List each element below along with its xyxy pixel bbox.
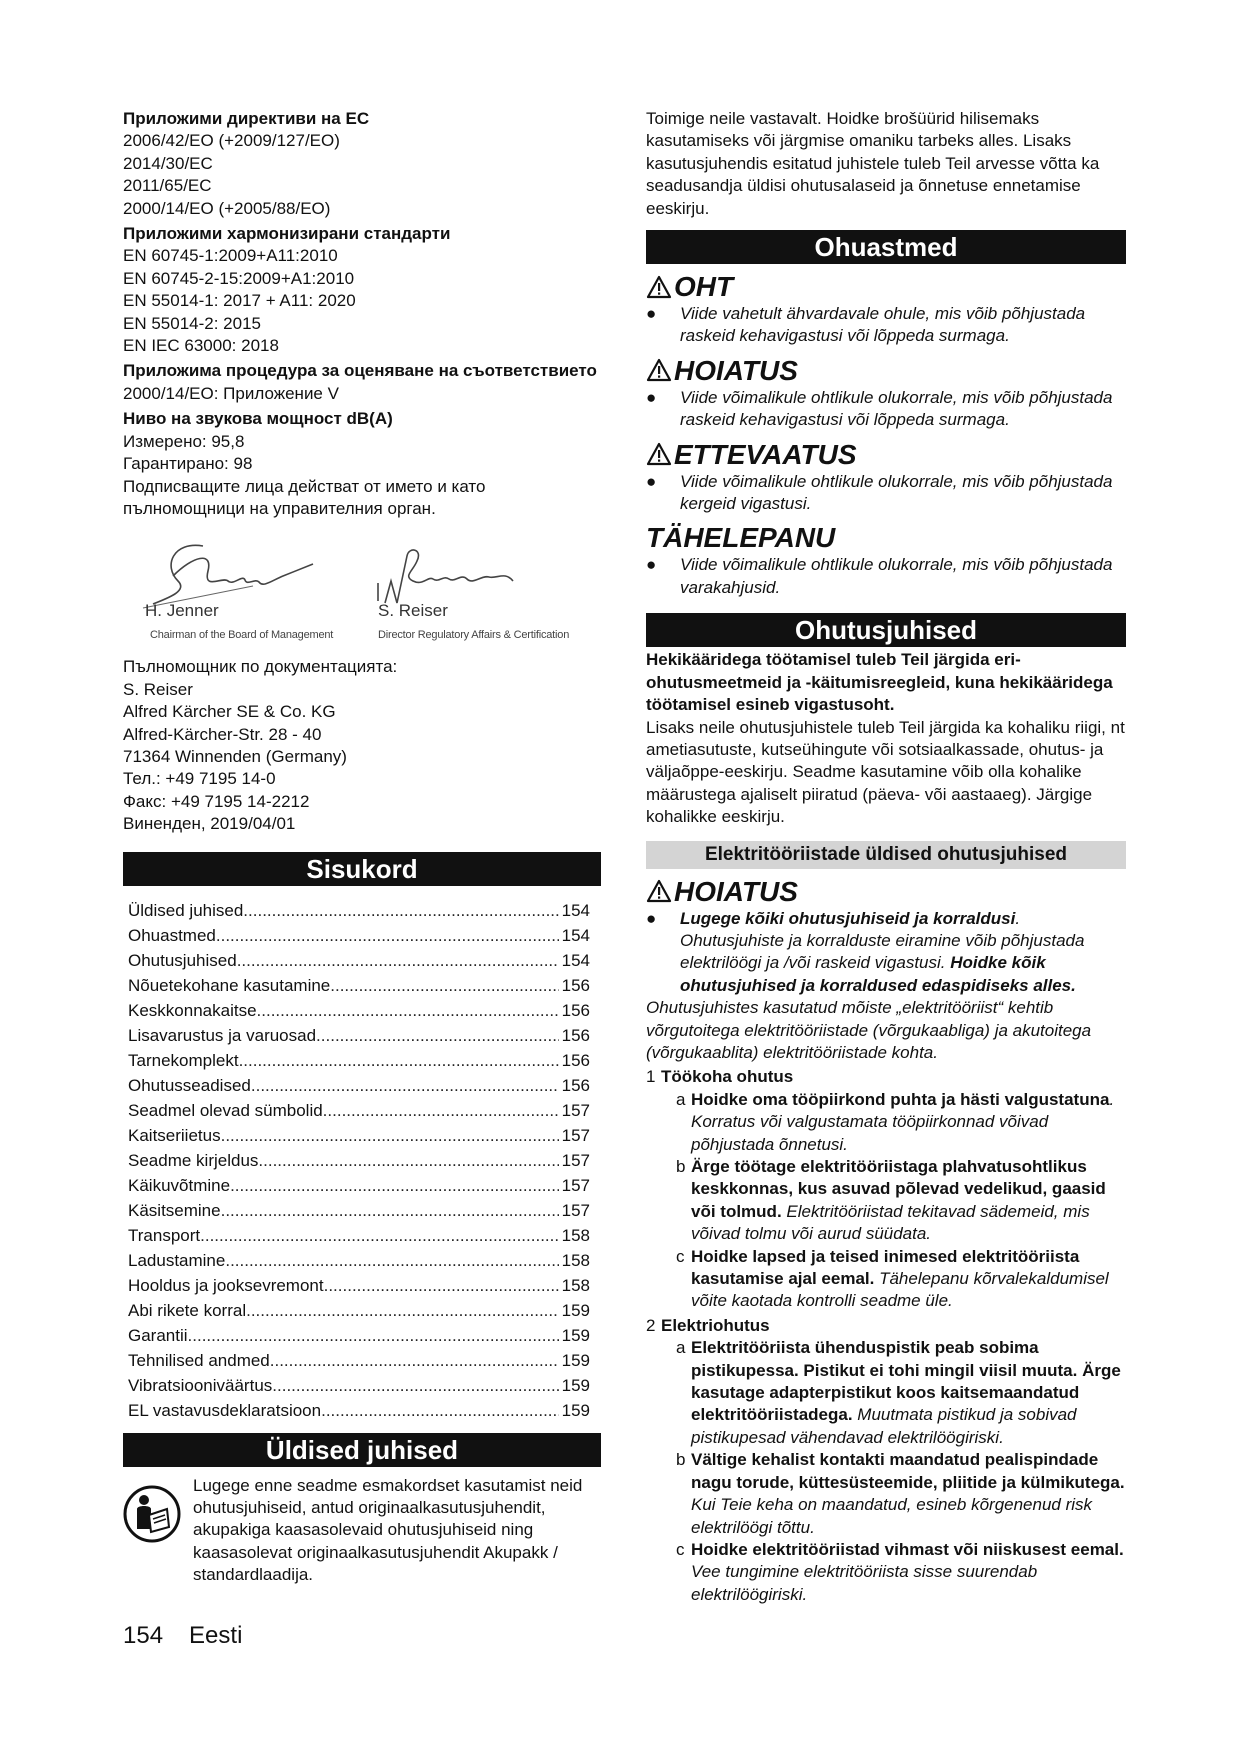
toc-dots	[221, 1198, 559, 1223]
item-body	[691, 1449, 1126, 1539]
toc-item[interactable]	[128, 1273, 590, 1298]
toc-dots	[330, 973, 558, 998]
level-heading	[646, 354, 1126, 387]
contact-line: Alfred Kärcher SE & Co. KG	[123, 702, 336, 722]
section-item	[676, 1539, 1126, 1606]
read-instructions-text	[680, 908, 1126, 998]
toc-item-page: 156	[561, 1025, 590, 1045]
toc-dots	[225, 1248, 558, 1273]
level-text: Viide võimalikule ohtlikule olukorrale, mis võib põhjustada varakahjusid.	[680, 555, 1113, 597]
item-rest: . Korratus või valgustamata tööpiirkonnad võivad põhjustada õnnetusi.	[691, 1089, 1115, 1154]
toc-dots	[323, 1098, 559, 1123]
item-rest: Kui Teie keha on maandatud, esineb kõrgenenud risk elektrilöögi tõttu.	[691, 1495, 1093, 1537]
toc-item[interactable]	[128, 898, 590, 923]
standard-line: EN 55014-2: 2015	[123, 313, 261, 333]
toc-item-title: Ohutusseadised	[128, 1075, 251, 1095]
item-rest: Muutmata pistikud ja sobivad pistikupesad vähendavad elektrilöögiriski.	[691, 1405, 1077, 1447]
level-title: OHT	[674, 271, 734, 303]
section-number: 1	[646, 1067, 656, 1087]
procedure-block	[123, 360, 601, 405]
hazard-level	[646, 438, 1126, 516]
toc-item-title: Hooldus ja jooksevremont	[128, 1275, 324, 1295]
signers-note: Подписващите лица действат от името и като пълномощници на управителния орган.	[123, 476, 486, 518]
level-text: Viide vahetult ähvardavale ohule, mis võib põhjustada raskeid kehavigastusi või lõppeda surmaga.	[680, 304, 1086, 346]
contact-line: Виненден, 2019/04/01	[123, 814, 296, 834]
toc-item-title: Käikuvõtmine	[128, 1175, 231, 1195]
toc-item[interactable]	[128, 973, 590, 998]
toc-dots	[272, 1373, 558, 1398]
toc-item-title: Kaitseriietus	[128, 1125, 221, 1145]
toc-dots	[230, 1173, 559, 1198]
directive-line: 2006/42/EO (+2009/127/EO)	[123, 131, 340, 151]
item-body	[691, 1337, 1126, 1449]
standards-title: Приложими хармонизирани стандарти	[123, 224, 451, 244]
toc-item-title: Abi rikete korral	[128, 1300, 247, 1320]
toc-item-title: Seadme kirjeldus	[128, 1150, 259, 1170]
level-title: HOIATUS	[674, 354, 798, 386]
toc-item-page: 159	[561, 1400, 590, 1420]
level-heading	[646, 438, 1126, 471]
signer-right-role: Director Regulatory Affairs & Certification	[378, 629, 570, 642]
toc-dots	[200, 1223, 559, 1248]
section-heading	[646, 1066, 1126, 1088]
toc-item-page: 159	[561, 1350, 590, 1370]
toc-item[interactable]	[128, 1298, 590, 1323]
hazard-level	[646, 354, 1126, 432]
toc-item-title: Garantii	[128, 1325, 188, 1345]
standard-line: EN 60745-1:2009+A11:2010	[123, 246, 338, 266]
item-letter: b	[676, 1450, 686, 1470]
standard-line: EN 55014-1: 2017 + A11: 2020	[123, 291, 356, 311]
toc-item-page: 156	[561, 1075, 590, 1095]
toc-item-title: Ladustamine	[128, 1250, 226, 1270]
standard-line: EN 60745-2-15:2009+A1:2010	[123, 268, 355, 288]
section-heading	[646, 1315, 1126, 1337]
item-letter: a	[676, 1338, 686, 1358]
read-italic: Ohutusjuhiste ja korralduste eiramine võib põhjustada elektrilöögi ja /või raskeid vigastusi.	[680, 930, 1085, 973]
procedure-value: 2000/14/EO: Приложение V	[123, 383, 339, 403]
toc-dots	[321, 1398, 559, 1423]
read-bold-keep: Hoidke kõik ohutusjuhised ja korraldused edaspidiseks alles.	[680, 953, 1076, 995]
contact-line: 71364 Winnenden (Germany)	[123, 746, 347, 766]
directive-line: 2000/14/EO (+2005/88/EO)	[123, 198, 331, 218]
page-number: 154	[123, 1622, 164, 1649]
item-letter: b	[676, 1157, 686, 1176]
electric-tools-heading: Elektritööriistade üldised ohutusjuhised	[646, 841, 1126, 869]
section-item	[676, 1449, 1126, 1539]
item-bold: Hoidke elektritööriistad vihmast või niiskusest eemal.	[691, 1539, 1124, 1559]
toc-item-page: 156	[561, 1000, 590, 1020]
table-of-contents	[128, 898, 590, 1423]
contact-line: Факс: +49 7195 14-2212	[123, 791, 310, 811]
toc-item[interactable]	[128, 1323, 590, 1348]
section-item	[676, 1337, 1126, 1449]
general-heading: Üldised juhised	[123, 1433, 601, 1467]
toc-item-page: 157	[561, 1150, 590, 1170]
contact-line: Пълномощник по документацията:	[123, 657, 398, 677]
level-bullet: ● Viide vahetult ähvardavale ohule, mis võib põhjustada raskeid kehavigastusi või lõppeda surmaga.	[646, 303, 1126, 348]
toc-dots	[239, 1048, 559, 1073]
section-title: Elektriohutus	[661, 1315, 770, 1335]
toc-item-page: 159	[561, 1300, 590, 1320]
toc-item[interactable]	[128, 1048, 590, 1073]
toc-item-page: 157	[561, 1175, 590, 1195]
electric-warning-title: HOIATUS	[674, 875, 798, 907]
toc-item-page: 157	[561, 1200, 590, 1220]
intro-paragraph: Toimige neile vastavalt. Hoidke brošüürid hilisemaks kasutamiseks või järgmise omaniku tarbeks alles. Lisaks kasutusjuhendis esitatud juhistele tuleb Teil arvesse võtta ka seadusandja üldisi ohutusalaseid ja õnnetuse ennetamise eeskirju.	[646, 109, 1100, 218]
right-column	[646, 108, 1126, 1606]
section-title: Töökoha ohutus	[661, 1067, 794, 1087]
toc-item[interactable]	[128, 1123, 590, 1148]
toc-item-title: Nõuetekohane kasutamine	[128, 975, 331, 995]
toc-item[interactable]	[128, 1398, 590, 1423]
item-body	[691, 1246, 1126, 1313]
electric-warning-heading	[646, 875, 1126, 908]
item-bold: Hoidke oma tööpiirkond puhta ja hästi valgustatuna	[691, 1089, 1110, 1109]
toc-dots	[243, 898, 558, 923]
warning-triangle-icon	[646, 879, 672, 903]
toc-dots	[316, 1023, 559, 1048]
read-instructions-bullet: ● Lugege kõiki ohutusjuhiseid ja korraldusi. Ohutusjuhiste ja korralduste eiramine võib põhjustada elektrilöögi ja /või raskeid vigastusi. Hoidke kõik ohutusjuhised ja korraldused edaspidiseks alles.	[646, 908, 1126, 998]
directives-title: Приложими директиви на ЕС	[123, 109, 370, 128]
toc-item-page: 159	[561, 1375, 590, 1395]
sound-line: Гарантирано: 98	[123, 454, 253, 474]
toc-item-page: 154	[561, 925, 590, 945]
toc-item[interactable]	[128, 1223, 590, 1248]
page-footer	[123, 1622, 268, 1649]
level-text: Viide võimalikule ohtlikule olukorrale, mis võib põhjustada raskeid kehavigastusi või lõppeda surmaga.	[680, 387, 1113, 430]
general-intro	[123, 1475, 601, 1587]
toc-dots	[257, 998, 559, 1023]
signature-block	[123, 536, 601, 644]
level-title: TÄHELEPANU	[646, 522, 836, 554]
directive-line: 2011/65/EC	[123, 176, 212, 196]
general-text	[123, 1475, 601, 1587]
signer-left-role: Chairman of the Board of Management	[150, 629, 334, 642]
contact-line: Alfred-Kärcher-Str. 28 - 40	[123, 724, 322, 744]
item-bold: Elektritööriista ühenduspistik peab sobima pistikupessa. Pistikut ei tohi mingil viisil muuta. Ärge kasutage adapterpistikut koos kaitsemaandatud elektritööriistadega.	[691, 1338, 1121, 1425]
hazard-levels-heading: Ohuastmed	[646, 230, 1126, 264]
toc-item-title: Ohuastmed	[128, 925, 216, 945]
procedure-title: Приложима процедура за оценяване на съответствието	[123, 361, 597, 381]
toc-item[interactable]	[128, 1373, 590, 1398]
safety-bold-text: Hekikääridega töötamisel tuleb Teil järgida eri-ohutusmeetmeid ja -käitumisreegleid, kuna hekikääridega töötamisel esineb vigastusoht.	[646, 650, 1113, 715]
toc-item-title: Ohutusjuhised	[128, 950, 237, 970]
level-title: ETTEVAATUS	[674, 438, 857, 470]
item-rest: Elektritööriistad tekitavad sädemeid, mis võivad tolmu või aurud süüdata.	[691, 1201, 1090, 1244]
directive-line: 2014/30/EC	[123, 153, 213, 173]
section-item	[676, 1089, 1126, 1156]
toc-item-title: Tehnilised andmed	[128, 1350, 270, 1370]
item-bold: Vältige kehalist kontakti maandatud pealispindade nagu torude, küttesüsteemide, pliitide ja külmikutega.	[691, 1450, 1125, 1492]
toc-item[interactable]	[128, 1198, 590, 1223]
sound-block	[123, 408, 601, 520]
toc-item[interactable]	[128, 1148, 590, 1173]
section-electric	[646, 1315, 1126, 1606]
toc-item-page: 154	[561, 950, 590, 970]
warning-triangle-icon	[646, 275, 672, 299]
level-bullet: ● Viide võimalikule ohtlikule olukorrale, mis võib põhjustada kergeid vigastusi.	[646, 471, 1126, 516]
item-bold: Ärge töötage elektritööriistaga plahvatusohtlikus keskkonnas, kus asuvad põlevad vedelikud, gaasid või tolmud.	[691, 1157, 1106, 1221]
toc-item-page: 158	[561, 1250, 590, 1270]
toc-item[interactable]	[128, 1248, 590, 1273]
toc-item-title: Keskkonnakaitse	[128, 1000, 257, 1020]
section-item	[676, 1156, 1126, 1246]
section-item	[676, 1246, 1126, 1313]
toc-dots	[237, 948, 559, 973]
level-heading	[646, 270, 1126, 303]
toc-dots	[188, 1323, 559, 1348]
toc-item-title: Üldised juhised	[128, 900, 244, 920]
signer-right-name: S. Reiser	[378, 601, 448, 621]
toc-item-title: Tarnekomplekt	[128, 1050, 239, 1070]
toc-dots	[221, 1123, 559, 1148]
toc-item-page: 156	[561, 1050, 590, 1070]
read-bold: Lugege kõiki ohutusjuhiseid ja korraldusi	[680, 908, 1016, 928]
standard-line: EN IEC 63000: 2018	[123, 336, 279, 356]
level-bullet: ● Viide võimalikule ohtlikule olukorrale, mis võib põhjustada raskeid kehavigastusi või lõppeda surmaga.	[646, 387, 1126, 432]
toc-dots	[270, 1348, 559, 1373]
toc-item-page: 159	[561, 1325, 590, 1345]
term-note: Ohutusjuhistes kasutatud mõiste „elektritööriist“ kehtib võrgutoitega elektritööriistade (võrgukaabliga) ja akutoitega (võrgukaablita) elektritööriistade kohta.	[646, 998, 1092, 1062]
directives-block	[123, 108, 601, 220]
sound-line: Измерено: 95,8	[123, 431, 245, 451]
toc-item-title: Seadmel olevad sümbolid	[128, 1100, 323, 1120]
item-letter: a	[676, 1089, 686, 1109]
section-number: 2	[646, 1315, 656, 1335]
level-heading	[646, 521, 1126, 554]
toc-item[interactable]	[128, 1023, 590, 1048]
toc-item-title: Transport	[128, 1225, 201, 1245]
level-text: Viide võimalikule ohtlikule olukorrale, mis võib põhjustada kergeid vigastusi.	[680, 471, 1113, 514]
general-text-content: Lugege enne seadme esmakordset kasutamist neid ohutusjuhiseid, antud originaalkasutusjuhendit, akupakiga kaasasolevaid ohutusjuhiseid ning kaasasolevat originaalkasutusjuhendit Akupakk / standardlaadija.	[193, 1475, 583, 1585]
toc-item-title: Vibratsiooniväärtus	[128, 1375, 273, 1395]
toc-dots	[324, 1273, 559, 1298]
warning-triangle-icon	[646, 442, 672, 466]
toc-dots	[216, 923, 559, 948]
item-body	[691, 1156, 1126, 1246]
toc-item[interactable]	[128, 1073, 590, 1098]
item-letter: c	[676, 1539, 685, 1559]
hazard-level	[646, 270, 1126, 348]
toc-item-title: Lisavarustus ja varuosad	[128, 1025, 317, 1045]
toc-item-page: 156	[561, 975, 590, 995]
standards-block	[123, 223, 601, 357]
toc-item[interactable]	[128, 923, 590, 948]
item-rest: Vee tungimine elektritööriista sisse suurendab elektrilöögiriski.	[691, 1562, 1038, 1604]
toc-item-title: Käsitsemine	[128, 1200, 221, 1220]
warning-triangle-icon	[646, 358, 672, 382]
toc-dots	[246, 1298, 559, 1323]
section-workplace	[646, 1066, 1126, 1312]
safety-text: Lisaks neile ohutusjuhistele tuleb Teil järgida ka kohaliku riigi, nt ametiasutuste, kutseühingute või sotsiaalkassade, ohutus- ja väljaõppe-eeskirju. Seadme kasutamine võib olla kohalike määrustega ajaliselt piiratud (päeva- või aastaaeg). Järgige kohalikke eeskirju.	[646, 717, 1125, 827]
toc-item-page: 154	[561, 900, 590, 920]
toc-item-page: 157	[561, 1100, 590, 1120]
item-rest: Tähelepanu kõrvalekaldumisel võite kaotada kontrolli seadme üle.	[691, 1269, 1109, 1311]
toc-item-page: 158	[561, 1275, 590, 1295]
item-body	[691, 1089, 1126, 1156]
toc-heading: Sisukord	[123, 852, 601, 886]
toc-item[interactable]	[128, 948, 590, 973]
safety-heading: Ohutusjuhised	[646, 613, 1126, 647]
item-bold: Hoidke lapsed ja teised inimesed elektritööriista kasutamise ajal eemal.	[691, 1246, 1080, 1289]
hazard-level	[646, 521, 1126, 599]
contact-line: Тел.: +49 7195 14-0	[123, 769, 276, 789]
toc-item-page: 158	[561, 1225, 590, 1245]
toc-item[interactable]	[128, 1173, 590, 1198]
item-body	[691, 1539, 1126, 1606]
read-period: .	[1015, 908, 1021, 928]
toc-dots	[258, 1148, 558, 1173]
contact-block	[123, 656, 601, 835]
contact-line: S. Reiser	[123, 679, 193, 699]
sound-title: Ниво на звукова мощност dB(A)	[123, 409, 393, 429]
toc-item-page: 157	[561, 1125, 590, 1145]
toc-item-title: EL vastavusdeklaratsioon	[128, 1400, 322, 1420]
item-letter: c	[676, 1246, 685, 1266]
read-manual-icon	[123, 1485, 181, 1543]
toc-dots	[251, 1073, 559, 1098]
footer-language: Eesti	[189, 1622, 243, 1649]
toc-item[interactable]	[128, 1098, 590, 1123]
left-column	[123, 108, 601, 1587]
signer-left-name: H. Jenner	[145, 601, 219, 621]
level-bullet: ● Viide võimalikule ohtlikule olukorrale, mis võib põhjustada varakahjusid.	[646, 554, 1126, 599]
toc-item[interactable]	[128, 998, 590, 1023]
toc-item[interactable]	[128, 1348, 590, 1373]
